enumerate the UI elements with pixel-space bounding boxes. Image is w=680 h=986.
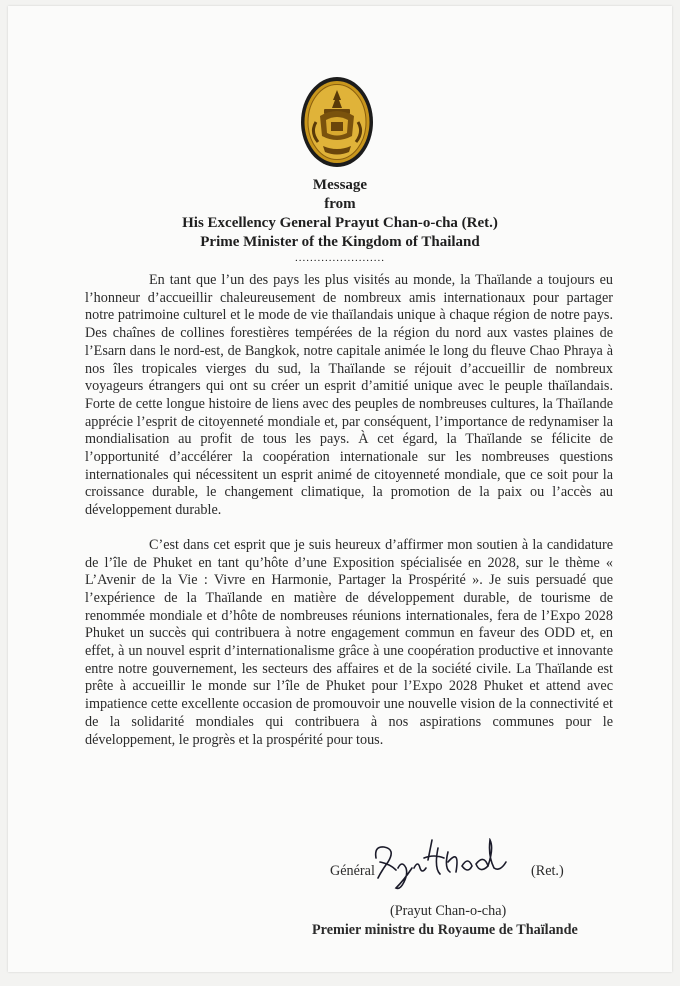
government-seal-icon: [300, 76, 374, 168]
signatory-rank: Général: [330, 863, 375, 879]
header-message: Message: [312, 177, 368, 193]
signatory-suffix: (Ret.): [531, 863, 564, 879]
header-dotted-rule: ........................: [295, 252, 385, 264]
body-paragraph-1: En tant que l’un des pays les plus visités au monde, la Thaïlande a toujours eu l’honneur d’accueillir chaleureusement de nombreux amis internationaux pour partager notre patrimoine culturel et le mode de vie thaïlandais unique à chaque région de notre pays. Des chaînes de collines forestières tempérées de la région du nord aux vastes plaines de l’Esarn dans le nord-est, de Bangkok, notre capitale animée le long du fleuve Chao Phraya à nos îles tropicales vierges du sud, la Thaïlande se réjouit d’accueillir de nombreux voyageurs étrangers qui ont su créer un esprit d’amitié unique avec le peuple thaïlandais. Forte de cette longue histoire de liens avec des peuples de nombreuses cultures, la Thaïlande apprécie l’esprit de citoyenneté mondiale et, par conséquent, l’importance de redynamiser la mondialisation au profit de tous les pays. À cet égard, la Thaïlande se félicite de l’opportunité d’accélérer la coopération internationale sur les nombreuses questions internationales qui nécessitent un esprit animé de citoyenneté mondiale, que ce soit pour la croissance durable, le changement climatique, la promotion de la paix ou l’accès au développement durable.: [85, 272, 613, 519]
letter-page: [8, 6, 672, 972]
letter-closing: [8, 838, 672, 958]
signatory-name: (Prayut Chan-o-cha): [390, 903, 507, 919]
header-position: Prime Minister of the Kingdom of Thailand: [200, 234, 480, 250]
letter-header: [8, 176, 672, 264]
letter-body: [85, 272, 613, 749]
header-from: from: [324, 196, 356, 212]
handwritten-signature: [368, 838, 538, 900]
header-author: His Excellency General Prayut Chan-o-cha (Ret.): [182, 215, 498, 231]
signatory-office: Premier ministre du Royaume de Thaïlande: [312, 922, 578, 938]
body-paragraph-2: C’est dans cet esprit que je suis heureux d’affirmer mon soutien à la candidature de l’île de Phuket en tant qu’hôte d’une Exposition spécialisée en 2028, sur le thème « L’Avenir de la Vie : Vivre en Harmonie, Partager la Prospérité ». Je suis persuadé que l’expérience de la Thaïlande en matière de développement durable, de tourisme de renommée mondiale et d’hôte de nombreuses réunions internationales, fera de l’Expo 2028 Phuket un succès qui contribuera à notre engagement commun en faveur des ODD et, en effet, à un nouvel esprit d’internationalisme grâce à une coopération productive et innovante entre notre gouvernement, les secteurs des affaires et de la société civile. La Thaïlande est prête à accueillir le monde sur l’île de Phuket pour l’Expo 2028 Phuket et attend avec impatience cette excellente occasion de promouvoir une nouvelle vision de la connectivité et de la solidarité mondiales qui contribuera à nos aspirations communes pour le développement, le progrès et la prospérité pour tous.: [85, 536, 613, 748]
